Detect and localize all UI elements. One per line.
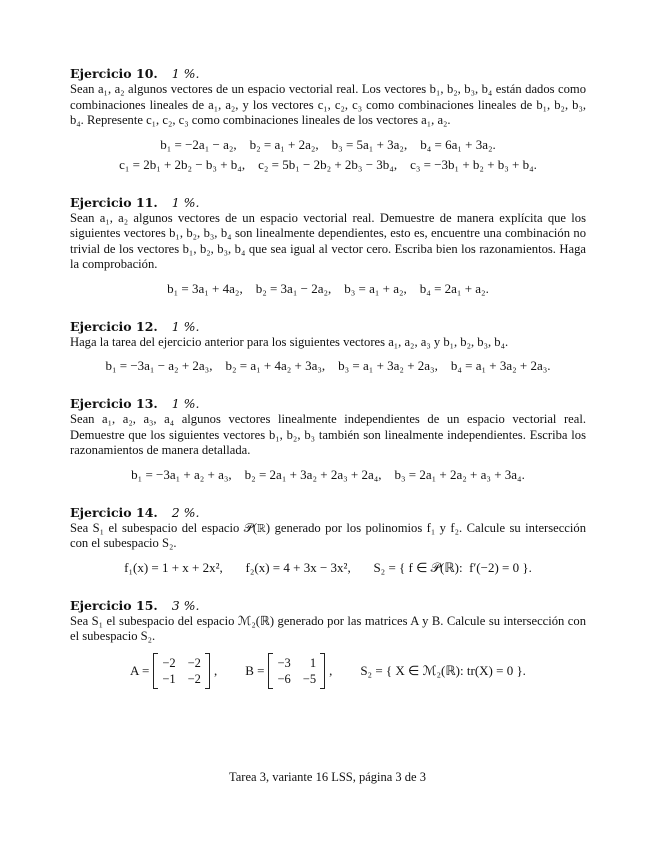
equation-c: c₁ = 2b₁ + 2b₂ − b₃ + b₄, c₂ = 5b₁ − 2b₂ + 2b₃ − 3b₄, c₃ = −3b₁ + b₂ + b₃ + b₄. bbox=[119, 156, 537, 172]
exercise-title: Ejercicio 10. bbox=[70, 66, 158, 81]
page-footer: Tarea 3, variante 16 LSS, página 3 de 3 bbox=[229, 770, 426, 784]
exercise-header bbox=[70, 505, 586, 521]
matrix-cell: −2 bbox=[162, 655, 176, 670]
matrix-cell: −1 bbox=[162, 671, 176, 686]
matrix-a: A = −2 −2 −1 −2 , bbox=[130, 653, 217, 689]
subspace-s2 bbox=[360, 663, 526, 679]
exercise-weight: 1 %. bbox=[171, 66, 200, 81]
exercise-weight: 3 %. bbox=[171, 597, 200, 613]
page-content bbox=[70, 66, 586, 711]
exercise-12 bbox=[70, 319, 586, 375]
exercise-header bbox=[70, 598, 586, 614]
exercise-13 bbox=[70, 396, 586, 483]
exercise-text: Haga la tarea del ejercicio anterior para los siguientes vectores a₁, a₂, a₃ y b₁, b₂, b₃, b₄. bbox=[70, 334, 509, 349]
matrix-a-label: A = bbox=[130, 662, 150, 678]
exercise-title: Ejercicio 11. bbox=[70, 194, 158, 210]
exercise-text: Sea S₁ el subespacio del espacio ℳ₂(ℝ) generado por las matrices A y B. Calcule su intersección con el subespacio S₂. bbox=[70, 613, 586, 643]
exercise-15 bbox=[70, 598, 586, 689]
exercise-header bbox=[70, 396, 586, 412]
exercise-text: Sean a₁, a₂, a₃, a₄ algunos vectores linealmente independientes de un espacio vectorial real. Demuestre que los siguientes vectores b₁, b₂, b₃ también son linealmente independientes. Escriba los razonamientos de manera detallada. bbox=[70, 412, 586, 457]
exercise-weight: 1 %. bbox=[171, 396, 200, 411]
exercise-title: Ejercicio 15. bbox=[70, 597, 158, 613]
exercise-11 bbox=[70, 195, 586, 297]
exercise-header bbox=[70, 195, 586, 211]
equation-b: b₁ = −3a₁ + a₂ + a₃, b₂ = 2a₁ + 3a₂ + 2a₃ + 2a₄, b₃ = 2a₁ + 2a₂ + a₃ + 3a₄. bbox=[131, 466, 525, 482]
exercise-10 bbox=[70, 66, 586, 173]
exercise-title: Ejercicio 14. bbox=[70, 504, 158, 520]
matrix-b-label: B = bbox=[245, 662, 265, 678]
matrix-cell: −2 bbox=[187, 655, 201, 670]
matrix-equation-row bbox=[70, 653, 586, 689]
exercise-text: Sean a₁, a₂ algunos vectores de un espacio vectorial real. Demuestre de manera explícita que los siguientes vectores b₁, b₂, b₃, b₄ son linealmente dependientes, esto es, encuentre una combinación no trivial de los vectores b₁, b₂, b₃, b₄ que sea igual al vector cero. Escriba bien los razonamientos. Haga la comprobación. bbox=[70, 210, 586, 271]
subspace-s2-definition: S₂ = { X ∈ ℳ₂(ℝ): tr(X) = 0 }. bbox=[360, 662, 526, 678]
exercise-weight: 2 %. bbox=[171, 504, 200, 520]
matrix-cell: −2 bbox=[187, 671, 201, 686]
matrix-b-body bbox=[268, 653, 325, 689]
exercise-weight: 1 %. bbox=[171, 318, 200, 334]
matrix-cell: −5 bbox=[302, 671, 317, 686]
exercise-title: Ejercicio 12. bbox=[70, 318, 158, 334]
equation-polynomials: f₁(x) = 1 + x + 2x², f₂(x) = 4 + 3x − 3x², S₂ = { f ∈ 𝒫(ℝ): f′(−2) = 0 }. bbox=[124, 559, 532, 575]
exercise-title: Ejercicio 13. bbox=[70, 396, 158, 411]
exercise-14 bbox=[70, 505, 586, 576]
exercise-text: Sean a₁, a₂ algunos vectores de un espacio vectorial real. Los vectores b₁, b₂, b₃, b₄ están dados como combinaciones lineales de a₁, a₂, y los vectores c₁, c₂, c₃ como combinaciones lineales de b₁, b₂, b₃, b₄. Represente c₁, c₂, c₃ como combinaciones lineales de los vectores a₁, a₂. bbox=[70, 82, 586, 127]
matrix-cell: −6 bbox=[277, 671, 291, 686]
exercise-header bbox=[70, 319, 586, 335]
equation-b: b₁ = 3a₁ + 4a₂, b₂ = 3a₁ − 2a₂, b₃ = a₁ + a₂, b₄ = 2a₁ + a₂. bbox=[167, 280, 489, 296]
matrix-b: B = −3 1 −6 −5 , bbox=[245, 653, 332, 689]
matrix-cell: 1 bbox=[309, 655, 317, 670]
exercise-header bbox=[70, 66, 586, 82]
exercise-text: Sea S₁ el subespacio del espacio 𝒫(ℝ) generado por los polinomios f₁ y f₂. Calcule su intersección con el subespacio S₂. bbox=[70, 520, 586, 550]
equation-b: b₁ = −3a₁ − a₂ + 2a₃, b₂ = a₁ + 4a₂ + 3a₃, b₃ = a₁ + 3a₂ + 2a₃, b₄ = a₁ + 3a₂ + 2a₃. bbox=[105, 358, 551, 373]
matrix-cell: −3 bbox=[277, 655, 291, 670]
matrix-a-body bbox=[153, 653, 210, 689]
exercise-weight: 1 %. bbox=[171, 194, 200, 210]
equation-b: b₁ = −2a₁ − a₂, b₂ = a₁ + 2a₂, b₃ = 5a₁ + 3a₂, b₄ = 6a₁ + 3a₂. bbox=[160, 136, 496, 152]
